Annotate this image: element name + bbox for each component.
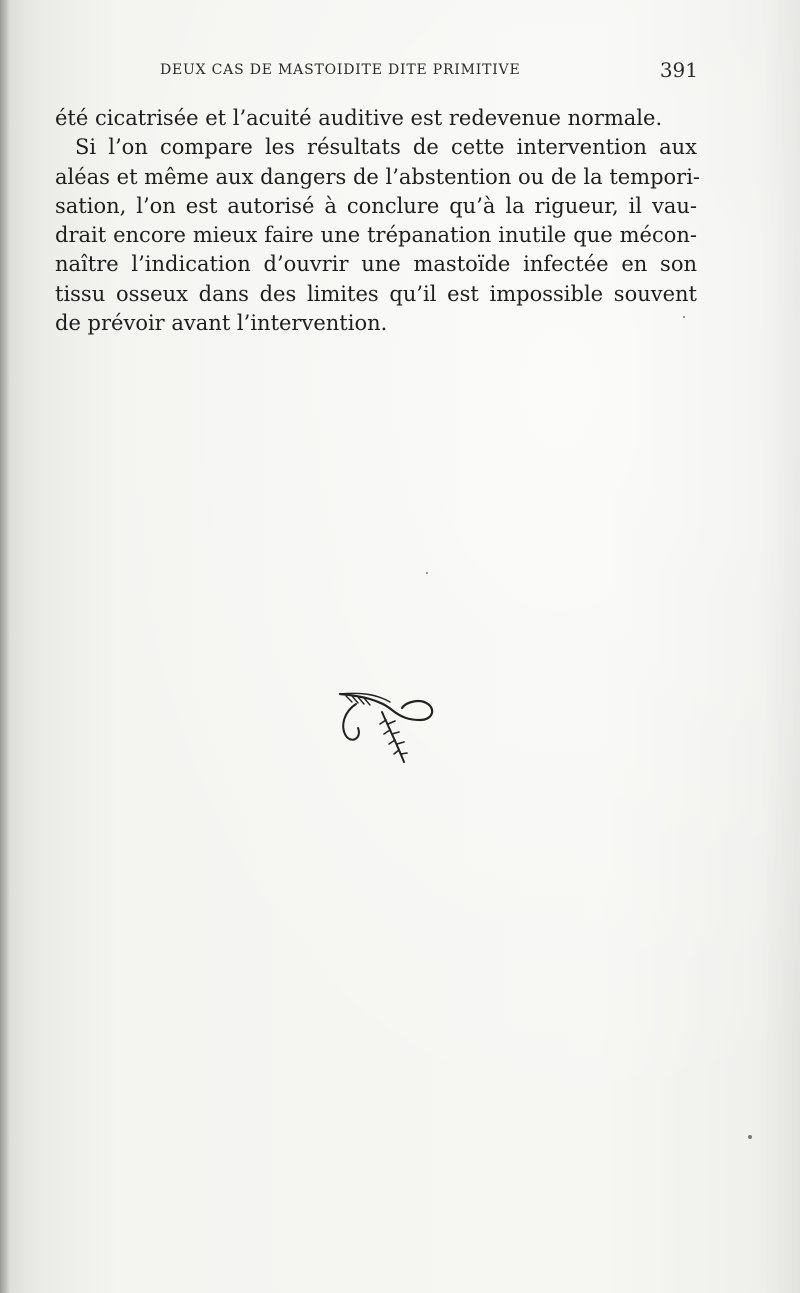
running-head <box>150 58 698 82</box>
text-line: naître l’indication d’ouvrir une mastoïde infectée en son <box>55 252 697 277</box>
text-line: drait encore mieux faire une trépanation inutile que mécon- <box>55 223 697 248</box>
fleuron-ornament-icon <box>332 686 442 766</box>
page-number: 391 <box>659 58 698 82</box>
print-speck <box>426 572 428 574</box>
page-gutter-shadow <box>0 0 10 1293</box>
text-line: Si l’on compare les résultats de cette intervention aux <box>75 135 697 160</box>
text-line: aléas et même aux dangers de l’abstention ou de la tempori- <box>55 164 701 189</box>
print-speck <box>683 316 685 318</box>
text-line: sation, l’on est autorisé à conclure qu’à la rigueur, il vau- <box>55 193 697 218</box>
print-speck <box>748 1135 752 1139</box>
text-line: été cicatrisée et l’acuité auditive est redevenue normale. <box>55 106 663 130</box>
text-line: de prévoir avant l’intervention. <box>55 311 388 336</box>
running-head-title: DEUX CAS DE MASTOIDITE DITE PRIMITIVE <box>160 62 521 78</box>
text-line: tissu osseux dans des limites qu’il est impossible souvent <box>55 281 697 306</box>
body-text <box>55 104 701 338</box>
